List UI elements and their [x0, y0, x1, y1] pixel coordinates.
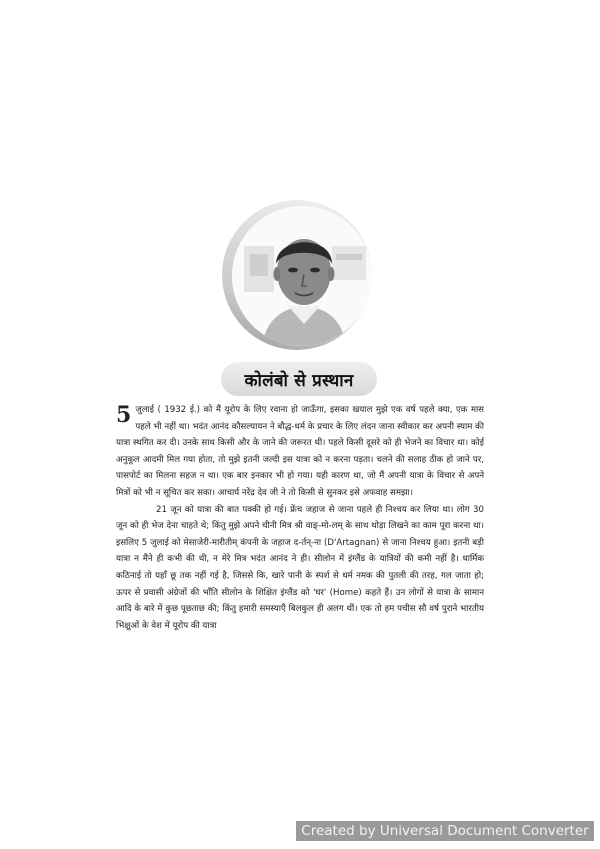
converter-watermark: Created by Universal Document Converter: [296, 821, 594, 841]
paragraph-1: 5जुलाई ( 1932 ई.) को मैं यूरोप के लिए रवाना हो जाऊँगा, इसका खयाल मुझे एक वर्ष पहले क्या, एक मास पहले भी नहीं था। भदंत आनंद कौसल्यायन ने बौद्ध-धर्म के प्रचार के लिए लंदन जाना स्वीकार कर अपनी स्याम की यात्रा स्थगित कर दी। उनके साथ किसी और के जाने की जरूरत थी। पहले किसी दूसरे को ही भेजने का विचार था। कोई अनुकूल आदमी मिल गया होता, तो मुझे इतनी जल्दी इस यात्रा को न करना पड़ता। चलने की सलाह ठीक हो जाने पर, पासपोर्ट का मिलना सहज न था। एक बार इनकार भी हो गया। यही कारण था, जो मैं अपनी यात्रा के विचार से अपने मित्रों को भी न सूचित कर सका। आचार्य नरेंद्र देव जी ने तो किसी से सुनकर इसे अफवाह समझा।: [116, 402, 484, 498]
author-portrait: [222, 200, 372, 350]
portrait-illustration: [232, 206, 372, 346]
chapter-body: [116, 402, 484, 634]
paragraph-2: 21 जून को यात्रा की बात पक्की हो गई। फ्रेंच जहाज से जाना पहले ही निश्चय कर लिया था। लोग 30 जून को ही भेज देना चाहते थे; किंतु मुझे अपने चीनी मित्र श्री वाङ्-मो-लम् के साथ थोड़ा लिखने का काम पूरा करना था। इसलिए 5 जुलाई को मेसाजेरी-मारीतीम् कंपनी के जहाज द-र्तन्-ना (D'Artagnan) से जाना निश्चय हुआ। इतनी बड़ी यात्रा न मैंने ही कभी की थी, न मेरे मित्र भदंत आनंद ने ही। सीलोन में इंग्लैंड के यात्रियों की कमी नहीं है। धार्मिक कठिनाई तो यहाँ छू तक नहीं गई है, जिससे कि, खारे पानी के स्पर्श से धर्म नमक की पुतली की तरह, गल जाता हो; ऊपर से प्रवासी अंग्रेजों की भाँति सीलोन के शिक्षित इंग्लैंड को 'घर' (Home) कहते हैं। उन लोगों से यात्रा के सामान आदि के बारे में कुछ पूछताछ की; किंतु हमारी समस्याएँ बिलकुल ही अलग थीं। एक तो हम पचीस सौ वर्ष पुराने भारतीय भिक्षुओं के वेश में यूरोप की यात्रा: [116, 504, 484, 631]
portrait-photo: [232, 206, 372, 346]
chapter-title: कोलंबो से प्रस्थान: [244, 370, 354, 391]
chapter-title-banner: [221, 362, 377, 396]
